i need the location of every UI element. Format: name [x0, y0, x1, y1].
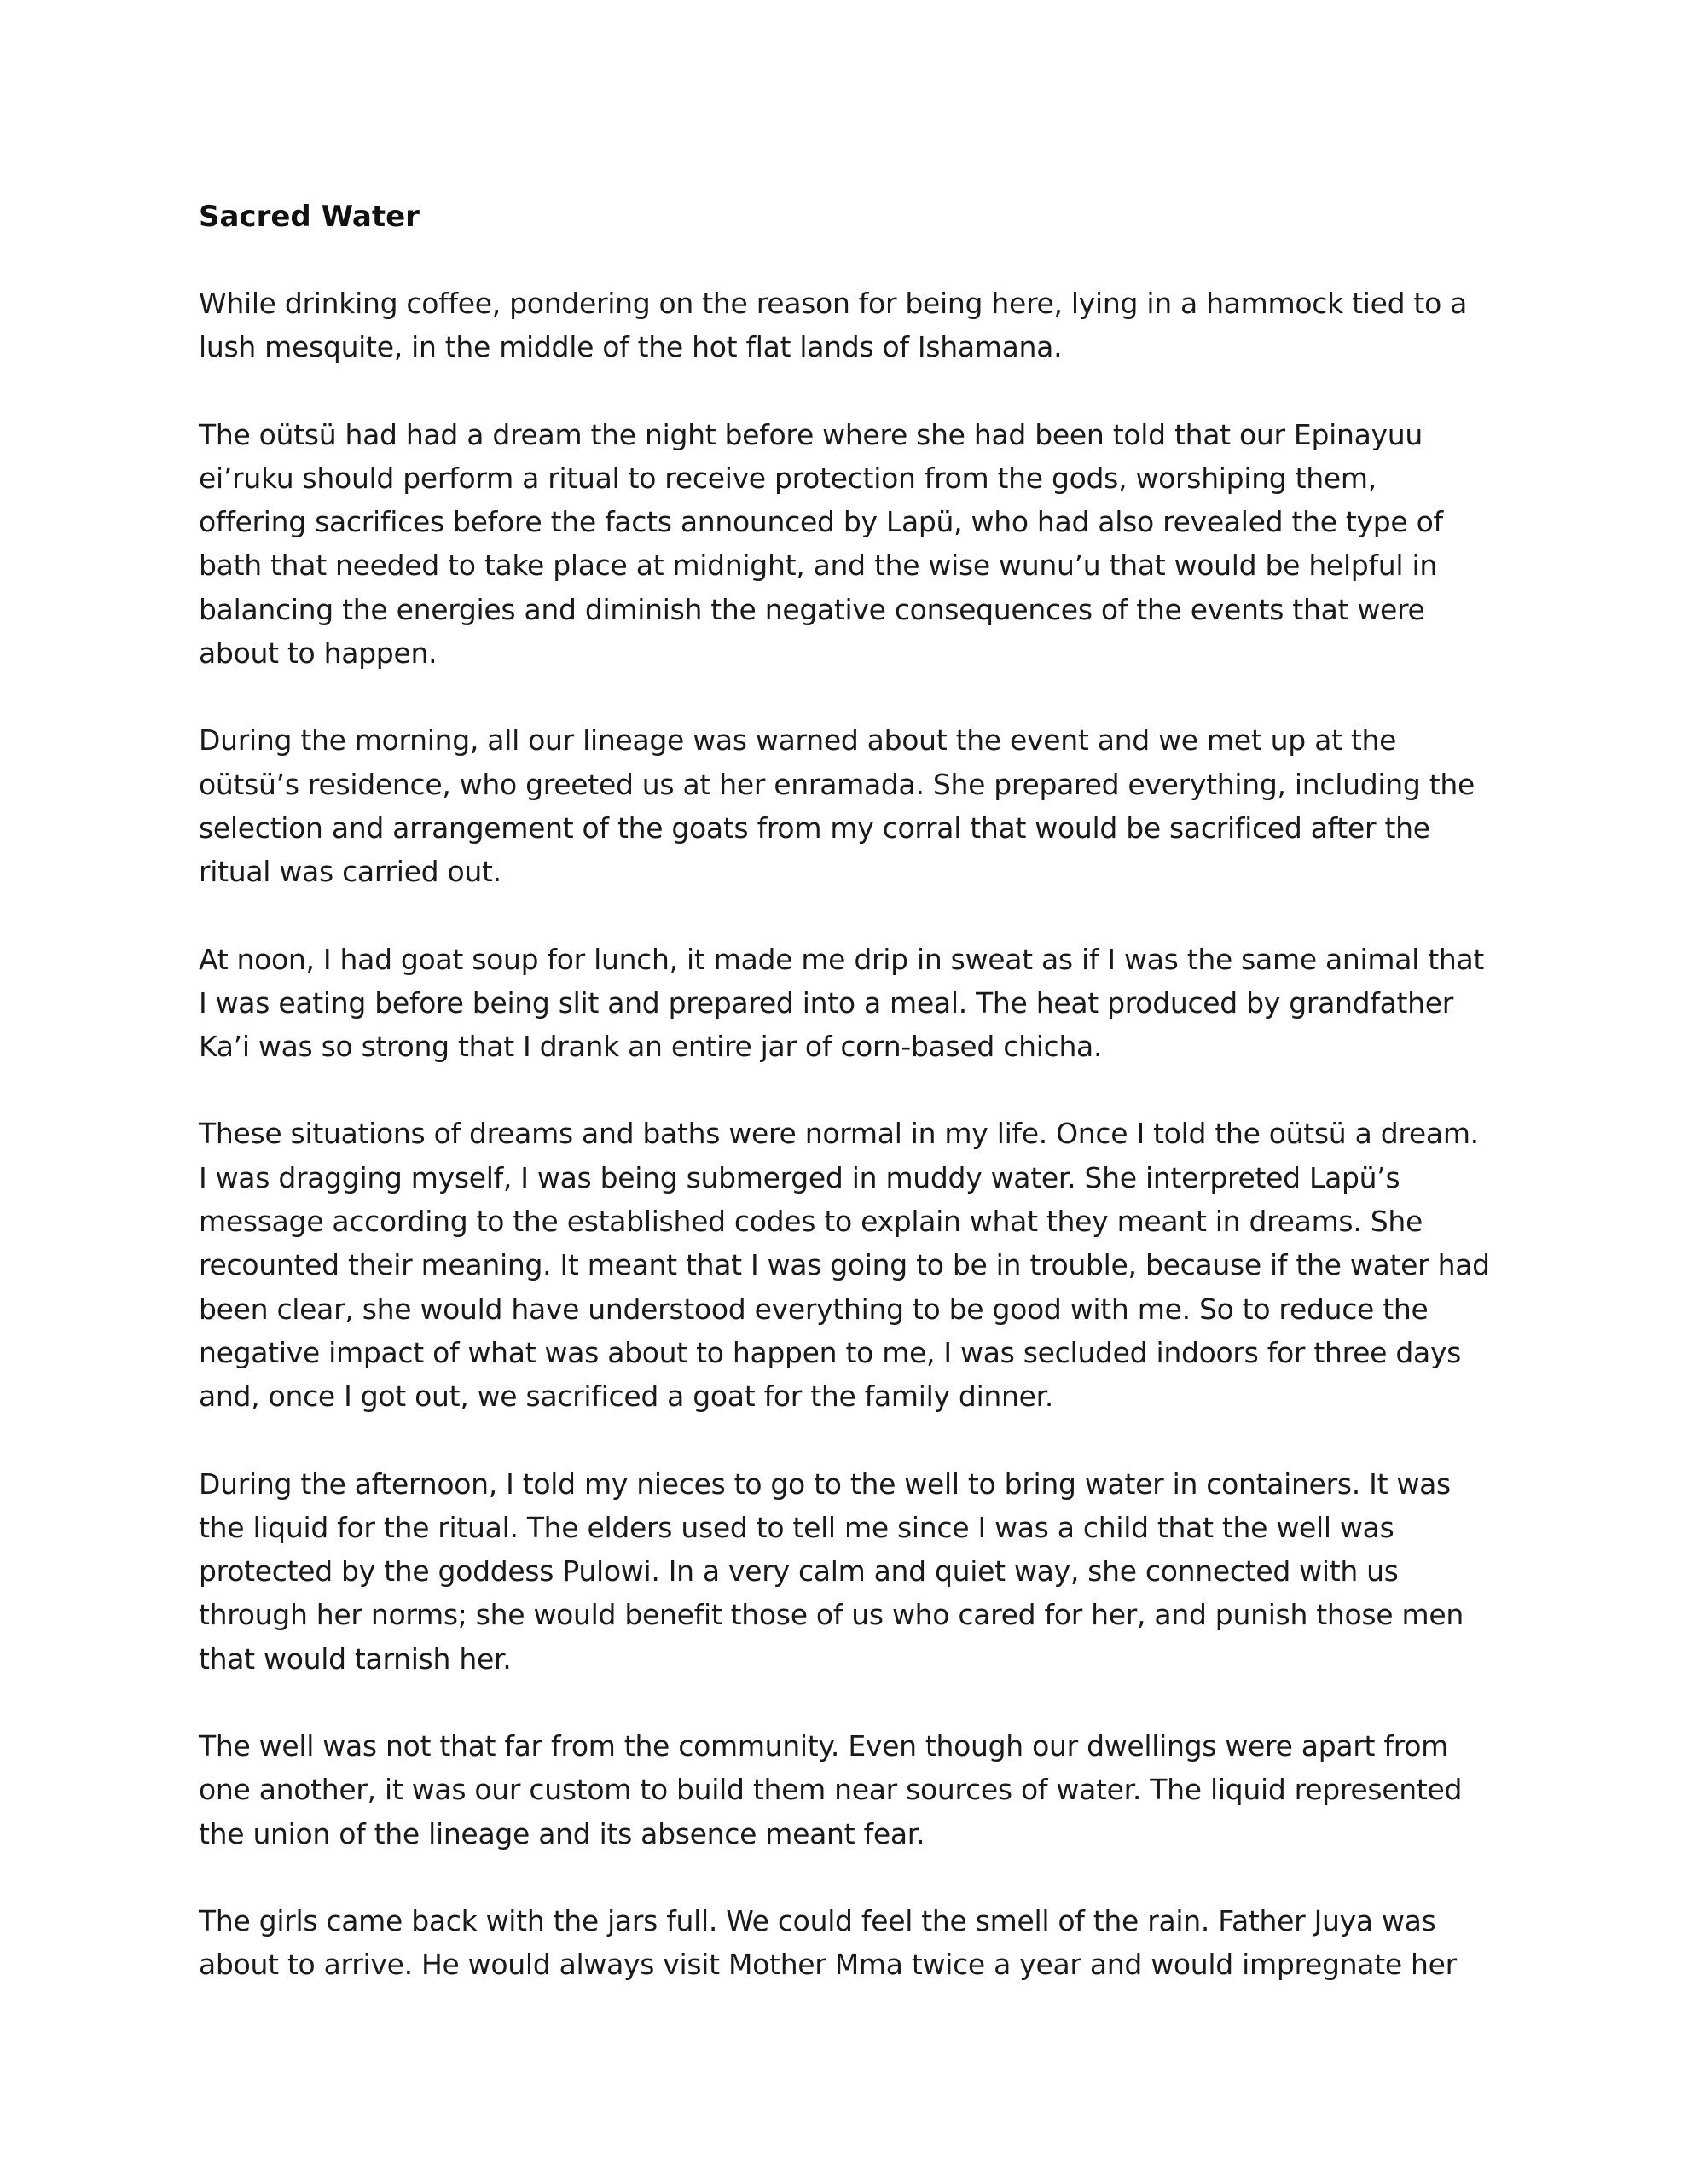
paragraph	[199, 413, 1504, 676]
paragraph-line: bath that needed to take place at midnight, and the wise wunu’u that would be helpful in	[199, 549, 1437, 583]
paragraph-line: The girls came back with the jars full. We could feel the smell of the rain. Father Juya was	[199, 1903, 1436, 1937]
paragraph-line: one another, it was our custom to build them near sources of water. The liquid represented	[199, 1773, 1463, 1807]
paragraph	[199, 718, 1504, 893]
document-body	[199, 195, 1504, 2030]
paragraph-line: through her norms; she would benefit those of us who cared for her, and punish those men	[199, 1598, 1464, 1632]
paragraph-line: While drinking coffee, pondering on the reason for being here, lying in a hammock tied to a	[199, 287, 1468, 320]
paragraph-line: During the morning, all our lineage was warned about the event and we met up at the	[199, 723, 1397, 758]
paragraph-line: and, once I got out, we sacrificed a goat for the family dinner.	[199, 1380, 1054, 1414]
paragraph	[199, 938, 1504, 1069]
paragraph	[199, 1899, 1504, 1987]
paragraph-line: negative impact of what was about to happen to me, I was secluded indoors for three days	[199, 1335, 1462, 1369]
document-title: Sacred Water	[199, 200, 420, 234]
paragraph-line: been clear, she would have understood everything to be good with me. So to reduce the	[199, 1292, 1429, 1326]
paragraph-list	[199, 282, 1504, 1987]
paragraph-line: I was dragging myself, I was being submerged in muddy water. She interpreted Lapü’s	[199, 1160, 1400, 1194]
paragraph-line: lush mesquite, in the middle of the hot flat lands of Ishamana.	[199, 330, 1063, 364]
paragraph-line: The well was not that far from the community. Even though our dwellings were apart from	[199, 1729, 1448, 1763]
paragraph-line: offering sacrifices before the facts announced by Lapü, who had also revealed the type of	[199, 505, 1443, 539]
paragraph-line: protected by the goddess Pulowi. In a very calm and quiet way, she connected with us	[199, 1554, 1399, 1589]
paragraph-line: message according to the established codes to explain what they meant in dreams. She	[199, 1205, 1423, 1239]
paragraph-line: about to arrive. He would always visit Mother Mma twice a year and would impregnate her	[199, 1948, 1457, 1982]
paragraph-line: that would tarnish her.	[199, 1641, 512, 1676]
paragraph-line: ritual was carried out.	[199, 855, 501, 889]
paragraph-line: selection and arrangement of the goats from my corral that would be sacrificed after the	[199, 810, 1430, 845]
paragraph-line: recounted their meaning. It meant that I was going to be in trouble, because if the water had	[199, 1248, 1490, 1282]
paragraph-line: I was eating before being slit and prepared into a meal. The heat produced by grandfather	[199, 985, 1454, 1019]
paragraph-line: The oütsü had had a dream the night before where she had been told that our Epinayuu	[199, 417, 1423, 451]
paragraph	[199, 1724, 1504, 1856]
paragraph-line: At noon, I had goat soup for lunch, it made me drip in sweat as if I was the same animal that	[199, 942, 1485, 976]
paragraph-line: the liquid for the ritual. The elders used to tell me since I was a child that the well was	[199, 1510, 1394, 1544]
paragraph-line: the union of the lineage and its absence meant fear.	[199, 1816, 925, 1850]
paragraph-line: balancing the energies and diminish the negative consequences of the events that were	[199, 592, 1425, 626]
paragraph-line: These situations of dreams and baths were normal in my life. Once I told the oütsü a dream.	[199, 1117, 1479, 1151]
paragraph	[199, 1112, 1504, 1418]
paragraph-line: Ka’i was so strong that I drank an entire jar of corn-based chicha.	[199, 1030, 1103, 1064]
paragraph	[199, 1462, 1504, 1681]
paragraph-line: ei’ruku should perform a ritual to receive protection from the gods, worshiping them,	[199, 461, 1377, 495]
paragraph-line: During the afternoon, I told my nieces to go to the well to bring water in containers. It was	[199, 1467, 1451, 1501]
paragraph	[199, 282, 1504, 369]
paragraph-line: oütsü’s residence, who greeted us at her enramada. She prepared everything, including the	[199, 767, 1475, 801]
paragraph-line: about to happen.	[199, 636, 438, 671]
